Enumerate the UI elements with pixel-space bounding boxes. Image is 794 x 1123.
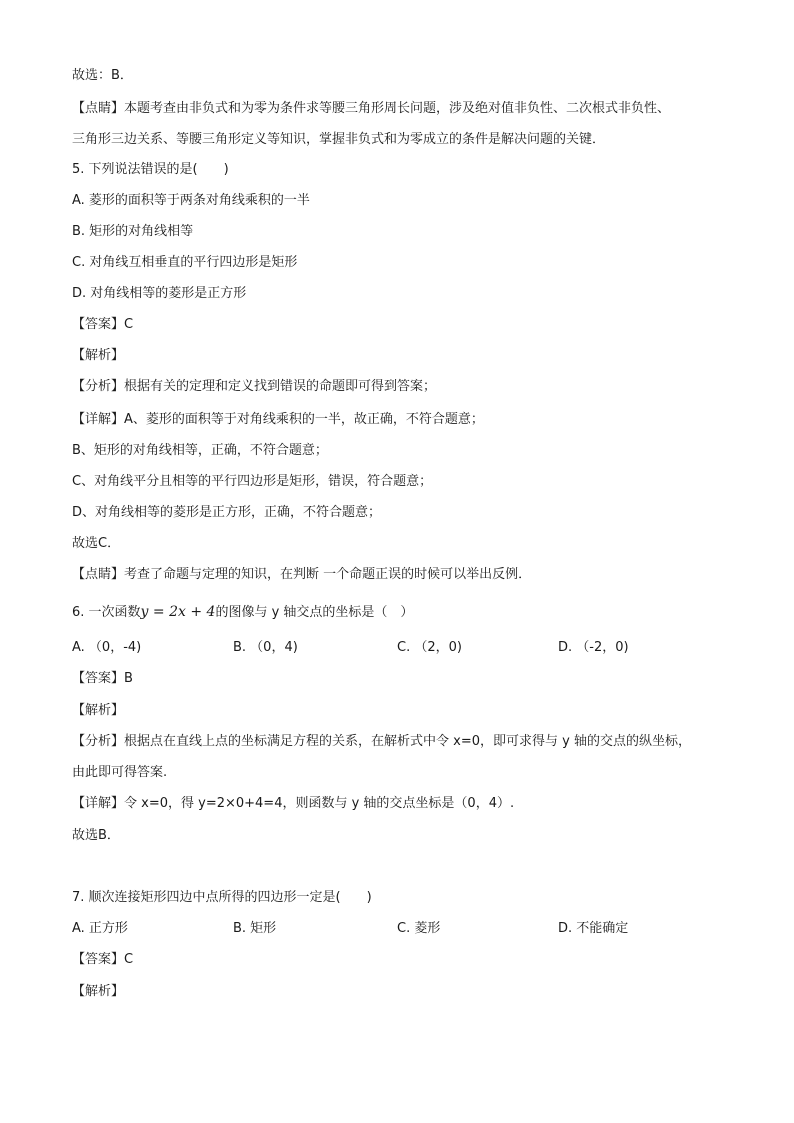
question-6-formula: y = 2x + 4 [140, 604, 216, 620]
comment-line: 三角形三边关系、等腰三角形定义等知识，掌握非负式和为零成立的条件是解决问题的关键． [72, 132, 606, 147]
question-5-option-b: B. 矩形的对角线相等 [72, 224, 194, 239]
answer-label: 【答案】B [72, 671, 133, 686]
question-5-stem: 5. 下列说法错误的是( ) [72, 162, 229, 177]
question-7-option-b: B. 矩形 [233, 921, 277, 936]
question-7-option-d: D. 不能确定 [558, 921, 629, 936]
comment-line: 【点睛】考查了命题与定理的知识，在判断 一个命题正误的时候可以举出反例． [72, 567, 532, 582]
question-7-option-a: A. 正方形 [72, 921, 128, 936]
detail-line: 【详解】令 x=0，得 y=2×0+4=4，则函数与 y 轴的交点坐标是（0，4）. [72, 796, 515, 811]
analysis-heading: 【解析】 [72, 348, 125, 363]
answer-label: 【答案】C [72, 952, 134, 967]
question-6-option-b: B. （0，4) [233, 640, 298, 655]
detail-line: D、对角线相等的菱形是正方形，正确，不符合题意； [72, 505, 382, 520]
question-6-option-c: C. （2，0) [397, 640, 462, 655]
answer-choice-line: 故选B． [72, 828, 120, 843]
comment-line: 【点睛】本题考查由非负式和为零为条件求等腰三角形周长问题，涉及绝对值非负性、二次根式非负性、 [72, 101, 671, 116]
answer-choice-line: 故选C． [72, 536, 121, 551]
analysis-line: 【分析】根据点在直线上点的坐标满足方程的关系，在解析式中令 x=0，即可求得与 y 轴的交点的纵坐标， [72, 734, 691, 749]
answer-label: 【答案】C [72, 317, 134, 332]
analysis-heading: 【解析】 [72, 703, 125, 718]
analysis-line: 由此即可得答案. [72, 765, 168, 780]
question-6-option-d: D. （-2，0) [558, 640, 629, 655]
question-5-option-d: D. 对角线相等的菱形是正方形 [72, 286, 247, 301]
question-7-option-c: C. 菱形 [397, 921, 441, 936]
question-5-option-c: C. 对角线互相垂直的平行四边形是矩形 [72, 255, 298, 270]
question-6-stem [72, 603, 413, 622]
analysis-heading: 【解析】 [72, 984, 125, 999]
question-5-option-a: A. 菱形的面积等于两条对角线乘积的一半 [72, 193, 310, 208]
analysis-line: 【分析】根据有关的定理和定义找到错误的命题即可得到答案； [72, 379, 437, 394]
question-6-prefix: 6. 一次函数 [72, 605, 141, 620]
question-6-suffix: 的图像与 y 轴交点的坐标是（ ） [215, 605, 414, 620]
detail-line: C、对角线平分且相等的平行四边形是矩形，错误，符合题意； [72, 474, 433, 489]
answer-choice-line: 故选：B． [72, 68, 133, 83]
question-7-stem: 7. 顺次连接矩形四边中点所得的四边形一定是( ) [72, 890, 372, 905]
detail-line: 【详解】A、菱形的面积等于对角线乘积的一半，故正确，不符合题意； [72, 412, 484, 427]
detail-line: B、矩形的对角线相等，正确，不符合题意； [72, 443, 328, 458]
question-6-option-a: A. （0，-4) [72, 640, 142, 655]
